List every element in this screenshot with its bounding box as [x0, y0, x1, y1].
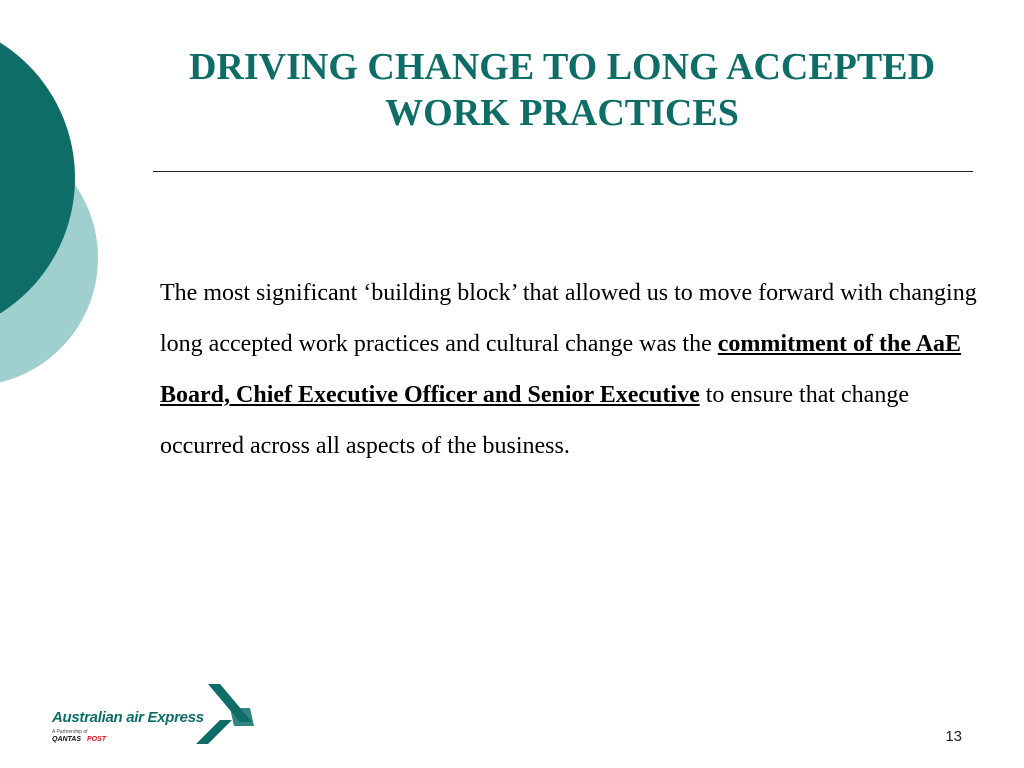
partner-post: POST [87, 736, 107, 743]
decorative-circles [0, 0, 110, 420]
body-text-part-2: to ensure that change occurred across all aspects of the business. [160, 382, 909, 459]
logo-wordmark: Australian air Express [52, 709, 204, 726]
body-text-part-1: The most significant ‘building block’ that allowed us to move forward with changing long accepted work practices and cultural change was the [160, 280, 977, 357]
logo-partners [52, 736, 106, 743]
partner-qantas: QANTAS [52, 736, 82, 743]
logo-partnership-text: A Partnership of [52, 729, 88, 735]
title-divider [153, 171, 973, 172]
title-line-2: WORK PRACTICES [385, 92, 739, 134]
body-emphasis: commitment of the AaE Board, Chief Executive Officer and Senior Executive [160, 331, 962, 408]
page-number: 13 [945, 728, 962, 745]
body-paragraph [160, 268, 980, 472]
title-line-1: DRIVING CHANGE TO LONG ACCEPTED [188, 46, 936, 88]
slide-title [152, 44, 972, 136]
